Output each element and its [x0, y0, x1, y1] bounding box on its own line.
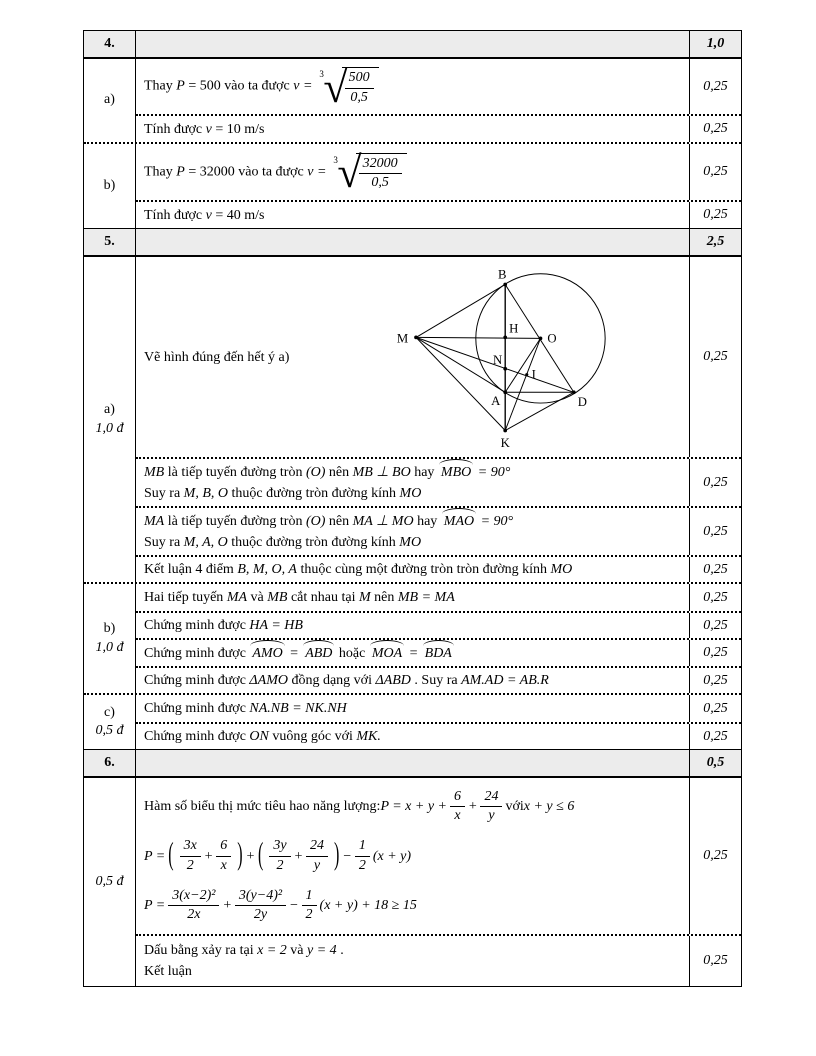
section-rows [136, 257, 741, 582]
section-5a [84, 256, 741, 582]
table-row [136, 144, 741, 200]
numerator: 3y [269, 838, 290, 856]
row-score: 0,25 [689, 640, 741, 666]
text: Tính được [144, 121, 206, 137]
fraction [355, 838, 370, 873]
math-text: MB ⊥ BO [352, 465, 411, 480]
math-text: v [205, 207, 212, 223]
table-row [136, 611, 741, 638]
text: . [336, 943, 344, 958]
part-letter: c) [104, 704, 115, 720]
math-text: − [342, 848, 352, 864]
question-number: 4. [84, 31, 136, 57]
math-text: B, M, O, A [237, 562, 297, 577]
denominator: x [220, 857, 227, 873]
fraction [480, 789, 502, 824]
angle-hat: MOA [369, 642, 405, 664]
denominator: 2 [276, 857, 284, 873]
row-score: 0,25 [689, 668, 741, 693]
row-content [136, 116, 689, 142]
formula-line-2 [144, 838, 681, 873]
text: . Suy ra [410, 673, 462, 688]
text: nên [325, 465, 353, 480]
text: là tiếp tuyến đường tròn [164, 514, 306, 529]
math-text: P = x + y + [380, 799, 448, 815]
denominator: y [313, 857, 321, 873]
row-score: 0,25 [689, 508, 741, 555]
part-label [84, 584, 136, 693]
math-text: M, B, O [183, 486, 228, 501]
row-score: 0,25 [689, 557, 741, 582]
part-label [84, 257, 136, 582]
text: Hai tiếp tuyến [144, 590, 227, 605]
row-content [136, 202, 689, 228]
text: nên [370, 590, 398, 605]
answer-key-table [83, 30, 742, 987]
big-paren: ) [237, 838, 243, 872]
denominator: 2x [187, 906, 201, 922]
math-text: + [245, 848, 256, 864]
section-rows [136, 695, 741, 749]
text: thuộc cùng một đường tròn tròn đường kính [296, 562, 551, 577]
row-text [144, 148, 407, 197]
math-text: MA [226, 590, 248, 605]
row-content [136, 724, 689, 749]
label-B: B [498, 267, 507, 282]
text: Suy ra [144, 535, 184, 550]
denominator: 2 [186, 857, 194, 873]
row-score: 0,25 [689, 59, 741, 114]
part-label [84, 695, 136, 749]
figure-caption: Vẽ hình đúng đến hết ý a) [144, 349, 290, 365]
row-text [144, 62, 379, 112]
text: cắt nhau tại [287, 590, 359, 605]
row-text [144, 940, 344, 982]
row-score: 0,25 [689, 257, 741, 457]
root-index: 3 [333, 154, 338, 165]
text: là tiếp tuyến đường tròn [164, 465, 306, 480]
row-content [136, 144, 689, 200]
math-text: MB [144, 465, 165, 480]
row-content [136, 778, 689, 934]
row-text [144, 587, 455, 608]
table-row [136, 555, 741, 582]
numerator: 32000 [359, 156, 402, 174]
text: Chứng minh được [144, 618, 250, 633]
text: Thay [144, 164, 177, 180]
text: nên [325, 514, 353, 529]
row-content [136, 640, 689, 666]
row-text [144, 119, 265, 140]
math-text: v [205, 121, 212, 137]
table-row [136, 200, 741, 228]
numerator: 6 [216, 838, 231, 856]
header-empty-cell [136, 229, 689, 255]
cube-root: 3 √ $\frac{32000}{0,5}$ [332, 153, 406, 191]
row-text [144, 642, 455, 664]
fraction [216, 838, 231, 873]
math-text: P [176, 78, 185, 94]
denominator: 0,5 [371, 175, 389, 190]
part-points: 1,0 đ [95, 420, 124, 436]
question-6-header-row [84, 749, 741, 777]
math-text: + [468, 799, 478, 815]
part-points: 1,0 đ [95, 639, 124, 655]
row-content [136, 936, 689, 986]
angle-hat: MBO [438, 461, 474, 483]
text: Thay [144, 78, 177, 94]
figure-layout [144, 259, 681, 455]
math-text: NA.NB = NK.NH [249, 701, 347, 716]
row-content [136, 695, 689, 722]
formula-block [144, 783, 681, 929]
header-empty-cell [136, 31, 689, 57]
formula-line-1 [144, 789, 681, 824]
math-text: AM.AD = AB.R [461, 673, 549, 688]
math-text: + [203, 848, 214, 864]
text: Tính được [144, 207, 206, 223]
math-text: MO [550, 562, 573, 577]
section-rows [136, 59, 741, 142]
math-text: M, A, O [183, 535, 228, 550]
math-text: (O) [305, 514, 326, 529]
question-score: 0,5 [689, 750, 741, 776]
fraction [180, 838, 201, 873]
math-text: ΔAMO [249, 673, 288, 688]
text: Kết luận 4 điểm [144, 562, 238, 577]
math-text: HA = HB [249, 618, 303, 633]
geometry-figure [375, 259, 655, 455]
numerator: 500 [345, 70, 374, 88]
math-text: + [222, 897, 232, 913]
table-row [136, 638, 741, 666]
row-text [144, 205, 265, 226]
question-4-header-row [84, 31, 741, 58]
math-text: (x + y) [372, 848, 412, 864]
text: = 10 m/s [211, 121, 265, 137]
big-paren: ) [334, 838, 340, 872]
angle-hat: ABD [302, 642, 335, 664]
question-number: 5. [84, 229, 136, 255]
text: Kết luận [144, 964, 192, 979]
row-score: 0,25 [689, 202, 741, 228]
row-content [136, 668, 689, 693]
text: và [247, 590, 268, 605]
question-5-header-row [84, 228, 741, 256]
text: Hàm số biểu thị mức tiêu hao năng lượng: [144, 799, 381, 815]
fraction [345, 70, 374, 105]
row-text [144, 670, 549, 691]
math-text: MB = MA [397, 590, 455, 605]
table-row [136, 934, 741, 986]
label-N: N [493, 352, 503, 367]
denominator: 0,5 [350, 89, 368, 105]
figure-row [136, 257, 741, 457]
row-content [136, 508, 689, 555]
table-row [136, 722, 741, 749]
math-text: ON [249, 729, 269, 744]
part-points: 0,5 đ [95, 873, 124, 889]
denominator: x [454, 808, 461, 824]
fraction [168, 888, 219, 923]
row-text [144, 510, 513, 553]
table-row [136, 457, 741, 506]
cube-root: 3 √ $\frac{500}{0,5}$ [318, 67, 378, 105]
section-rows [136, 778, 741, 986]
header-empty-cell [136, 750, 689, 776]
table-row [136, 695, 741, 722]
math-text: MB [267, 590, 288, 605]
formula-block-row [136, 778, 741, 934]
text: thuộc đường tròn đường kính [228, 486, 400, 501]
part-label [84, 59, 136, 142]
fraction [306, 838, 328, 873]
table-row [136, 506, 741, 555]
math-text: v = [307, 164, 327, 180]
label-H: H [509, 321, 519, 336]
math-text: P = [144, 897, 166, 913]
label-K: K [500, 436, 510, 451]
fraction [450, 789, 465, 824]
numerator: 24 [480, 789, 502, 807]
part-letter: b) [103, 177, 116, 193]
math-text: = [285, 646, 303, 661]
numerator: 1 [355, 838, 370, 856]
row-text [144, 698, 347, 719]
math-text: P = [144, 848, 166, 864]
row-text [144, 559, 572, 580]
label-A: A [491, 394, 501, 409]
row-text [144, 461, 510, 504]
text: thuộc đường tròn đường kính [227, 535, 400, 550]
text: Chứng minh được [144, 701, 250, 716]
text: hay [413, 514, 441, 529]
row-score: 0,25 [689, 459, 741, 506]
text: và [286, 943, 308, 958]
math-text: M [359, 590, 371, 605]
numerator: 3(y−4)² [235, 888, 286, 906]
row-score: 0,25 [689, 584, 741, 611]
text: Chứng minh được [144, 729, 250, 744]
math-text: − [289, 897, 299, 913]
root-index: 3 [319, 69, 324, 80]
row-content [136, 584, 689, 611]
numerator: 3x [180, 838, 201, 856]
numerator: 1 [302, 888, 317, 906]
fraction [269, 838, 290, 873]
math-text: MA [144, 514, 165, 529]
row-content [136, 613, 689, 638]
row-score: 0,25 [689, 613, 741, 638]
section-rows [136, 584, 741, 693]
row-content [136, 59, 689, 114]
fraction [359, 156, 402, 191]
math-text: = 90° [477, 514, 514, 529]
label-I: I [531, 367, 536, 382]
fraction [235, 888, 286, 923]
text: Chứng minh được [144, 673, 250, 688]
math-text: MK. [356, 729, 381, 744]
angle-hat: MAO [441, 510, 477, 532]
table-row [136, 584, 741, 611]
math-text: v = [293, 78, 313, 94]
math-text: + [293, 848, 304, 864]
table-row [136, 666, 741, 693]
text: hoặc [335, 646, 369, 661]
text: Suy ra [144, 486, 184, 501]
denominator: 2 [358, 857, 366, 873]
big-paren: ( [168, 838, 174, 872]
math-text: MO [399, 486, 422, 501]
radicand [356, 153, 407, 191]
section-rows [136, 144, 741, 228]
math-text: (x + y) + 18 ≥ 15 [319, 897, 417, 913]
math-text: P [176, 164, 185, 180]
row-score: 0,25 [689, 936, 741, 986]
part-letter: b) [103, 621, 116, 637]
row-score: 0,25 [689, 778, 741, 934]
math-text: y = 4 [307, 943, 337, 958]
row-score: 0,25 [689, 695, 741, 722]
row-content [136, 459, 689, 506]
math-text: = [405, 646, 422, 661]
row-text [144, 615, 303, 636]
row-content [136, 257, 689, 457]
math-text: ΔABD [375, 673, 411, 688]
numerator: 6 [450, 789, 465, 807]
fraction [302, 888, 317, 923]
label-O: O [547, 331, 557, 346]
text: Dấu bằng xảy ra tại [144, 943, 258, 958]
label-M: M [396, 331, 409, 346]
part-label [84, 778, 136, 986]
row-content [136, 557, 689, 582]
text: = 40 m/s [211, 207, 265, 223]
section-5c [84, 693, 741, 749]
section-4a [84, 58, 741, 142]
denominator: 2 [305, 906, 313, 922]
section-4b [84, 142, 741, 228]
question-score: 2,5 [689, 229, 741, 255]
math-text: = 90° [474, 465, 511, 480]
row-score: 0,25 [689, 724, 741, 749]
text: vuông góc với [268, 729, 357, 744]
math-text: x + y ≤ 6 [523, 799, 575, 815]
row-score: 0,25 [689, 116, 741, 142]
question-number: 6. [84, 750, 136, 776]
denominator: y [488, 808, 495, 824]
text: Chứng minh được [144, 646, 250, 661]
angle-hat: AMO [249, 642, 285, 664]
formula-line-3 [144, 888, 681, 923]
denominator: 2y [253, 906, 268, 922]
label-D: D [577, 395, 587, 409]
question-score: 1,0 [689, 31, 741, 57]
part-letter: a) [104, 402, 115, 418]
angle-hat: BDA [422, 642, 455, 664]
math-text: MA ⊥ MO [352, 514, 414, 529]
table-row [136, 114, 741, 142]
math-text: (O) [305, 465, 326, 480]
row-text [144, 726, 381, 747]
math-text: x = 2 [257, 943, 287, 958]
text: = 32000 vào ta được [184, 164, 308, 180]
numerator: 3(x−2)² [168, 888, 219, 906]
big-paren: ( [258, 838, 264, 872]
text: đồng dạng với [287, 673, 376, 688]
table-row [136, 59, 741, 114]
part-letter: a) [104, 92, 115, 108]
math-text: MO [399, 535, 422, 550]
row-score: 0,25 [689, 144, 741, 200]
text: = 500 vào ta được [184, 78, 294, 94]
text: với [505, 799, 524, 815]
numerator: 24 [306, 838, 328, 856]
section-5b [84, 582, 741, 693]
text: hay [410, 465, 438, 480]
section-6 [84, 777, 741, 986]
part-points: 0,5 đ [95, 723, 124, 738]
part-label [84, 144, 136, 228]
